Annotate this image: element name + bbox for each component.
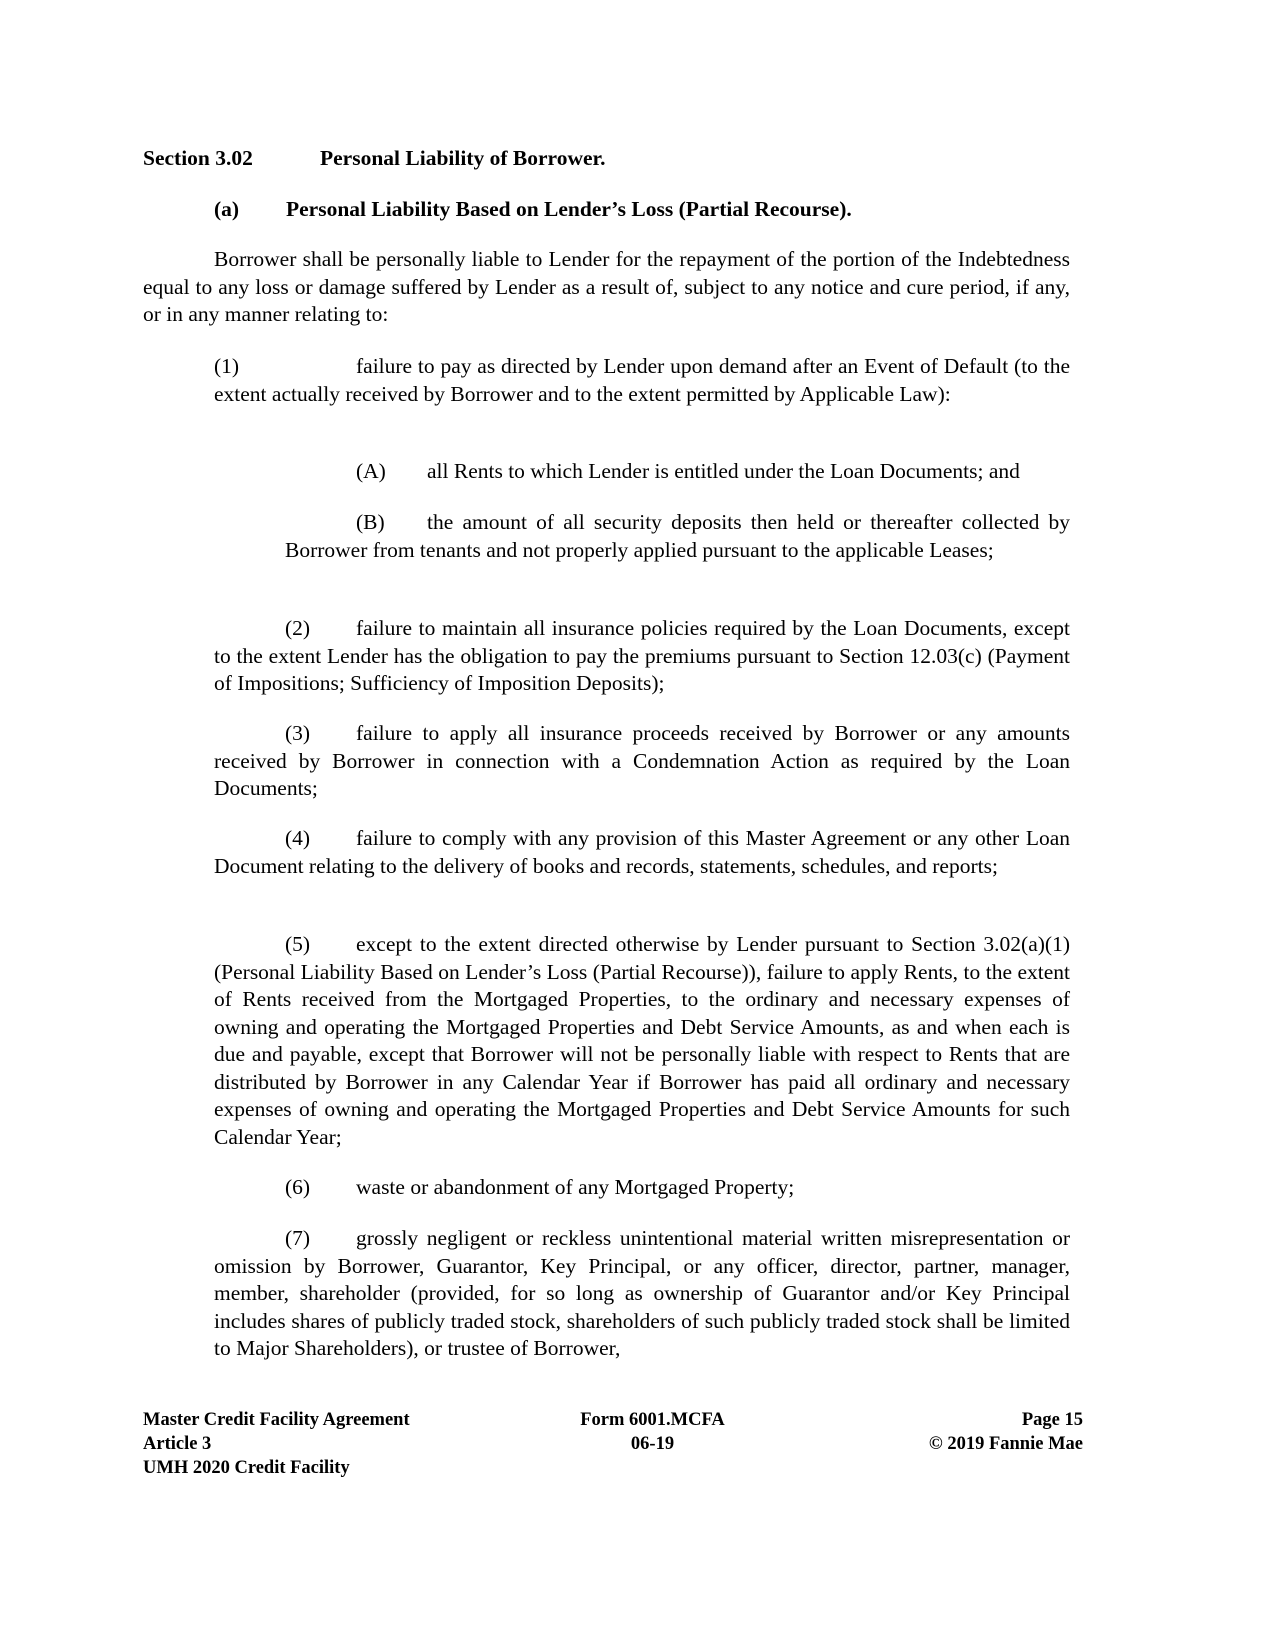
footer-document-title: Master Credit Facility Agreement	[143, 1410, 410, 1430]
item-text: failure to maintain all insurance policies required by the Loan Documents, except to the extent Lender has the obligation to pay the premiums pursuant to Section 12.03(c) (Payment of Impositions; Sufficiency of Imposition Deposits);	[214, 616, 1070, 695]
subsection-a-heading	[214, 196, 1074, 224]
sub-item-number: (A)	[356, 459, 386, 483]
intro-paragraph: Borrower shall be personally liable to Lender for the repayment of the portion of the Indebtedness equal to any loss or damage suffered by Lender as a result of, subject to any notice and cure period, if any, or in any manner relating to:	[143, 247, 1070, 326]
footer-left	[143, 1408, 563, 1480]
footer-form-number: Form 6001.MCFA	[580, 1410, 725, 1430]
item-number: (6)	[285, 1175, 311, 1199]
list-item-5	[214, 931, 1070, 1151]
item-number: (4)	[285, 826, 311, 850]
list-item-4	[214, 825, 1070, 880]
sub-item-a	[285, 458, 1070, 486]
item-text: except to the extent directed otherwise by Lender pursuant to Section 3.02(a)(1) (Personal Liability Based on Lender’s Loss (Partial Recourse)), failure to apply Rents, to the extent of Rents received from the Mortgaged Properties, to the ordinary and necessary expenses of owning and operating the Mortgaged Properties and Debt Service Amounts, as and when each is due and payable, except that Borrower will not be personally liable with respect to Rents that are distributed by Borrower in any Calendar Year if Borrower has paid all ordinary and necessary expenses of owning and operating the Mortgaged Properties and Debt Service Amounts for such Calendar Year;	[214, 932, 1070, 1149]
section-heading	[143, 145, 743, 173]
footer-center	[520, 1408, 785, 1456]
list-item-3	[214, 720, 1070, 803]
footer-form-date: 06-19	[630, 1434, 675, 1454]
item-number: (2)	[285, 616, 311, 640]
subsection-a-label: (a)	[214, 197, 240, 221]
sub-item-number: (B)	[356, 510, 385, 534]
item-text: waste or abandonment of any Mortgaged Property;	[356, 1175, 795, 1199]
sub-item-text: the amount of all security deposits then held or thereafter collected by Borrower from tenants and not properly applied pursuant to the applicable Leases;	[285, 510, 1070, 562]
section-title: Personal Liability of Borrower.	[320, 146, 606, 170]
list-item-1	[214, 353, 1070, 408]
footer-article: Article 3	[143, 1434, 212, 1454]
footer-page-number: Page 15	[1021, 1410, 1083, 1430]
item-text: failure to apply all insurance proceeds received by Borrower or any amounts received by Borrower in connection with a Condemnation Action as required by the Loan Documents;	[214, 721, 1070, 800]
list-item-2	[214, 615, 1070, 698]
item-number: (3)	[285, 721, 311, 745]
item-text: failure to pay as directed by Lender upon demand after an Event of Default (to the extent actually received by Borrower and to the extent permitted by Applicable Law):	[214, 354, 1070, 406]
sub-item-text: all Rents to which Lender is entitled under the Loan Documents; and	[427, 459, 1020, 483]
footer-copyright: © 2019 Fannie Mae	[928, 1434, 1083, 1454]
list-item-7	[214, 1225, 1070, 1363]
item-number: (7)	[285, 1226, 311, 1250]
subsection-a-title: Personal Liability Based on Lender’s Loss (Partial Recourse).	[286, 197, 852, 221]
item-text: failure to comply with any provision of this Master Agreement or any other Loan Document relating to the delivery of books and records, statements, schedules, and reports;	[214, 826, 1070, 878]
footer-facility-name: UMH 2020 Credit Facility	[143, 1458, 350, 1478]
list-item-6	[214, 1174, 1070, 1202]
item-number: (5)	[285, 932, 311, 956]
sub-item-b	[285, 509, 1070, 564]
item-number: (1)	[214, 354, 240, 378]
item-text: grossly negligent or reckless unintentional material written misrepresentation or omission by Borrower, Guarantor, Key Principal, or any officer, director, partner, manager, member, shareholder (provided, for so long as ownership of Guarantor and/or Key Principal includes shares of publicly traded stock, shareholders of such publicly traded stock shall be limited to Major Shareholders), or trustee of Borrower,	[214, 1226, 1070, 1360]
section-number: Section 3.02	[143, 146, 253, 170]
footer-right	[830, 1408, 1083, 1456]
